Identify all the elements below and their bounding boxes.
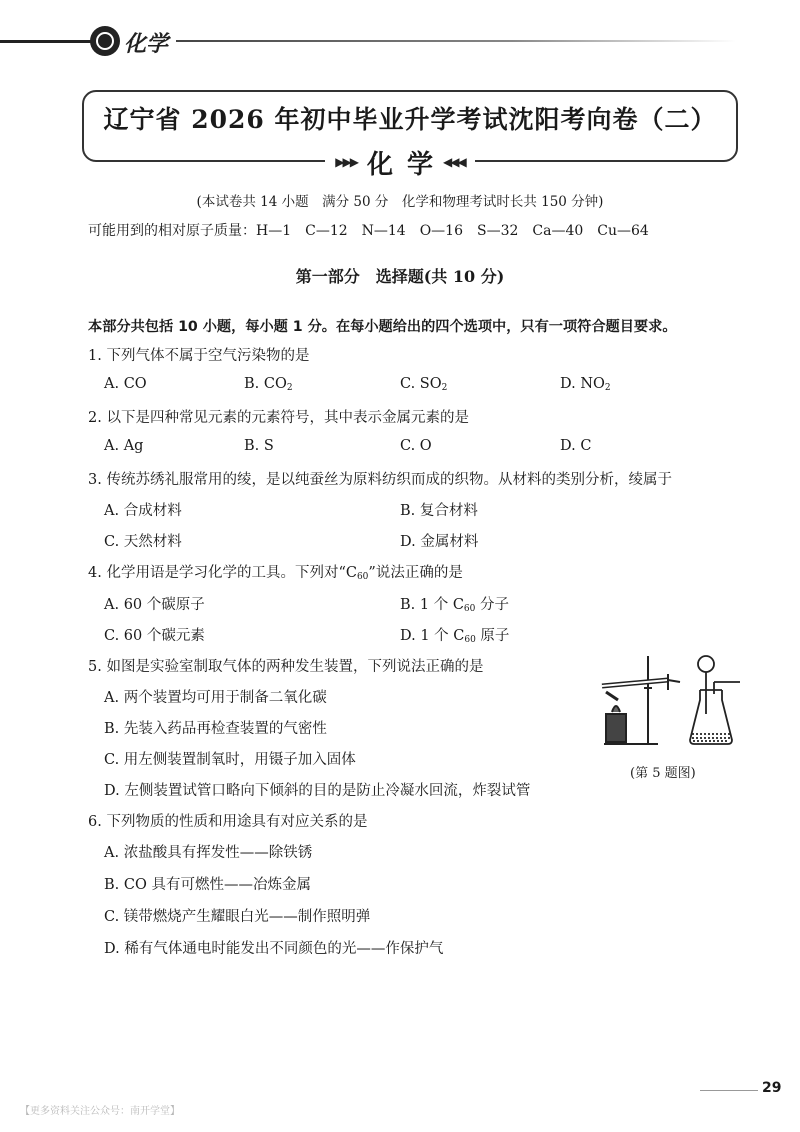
q4-option-d: D. 1 个 $C_{60}$ 原子: [400, 628, 510, 645]
left-arrows-icon: ◀◀◀: [443, 155, 465, 169]
q5-option-a: A. 两个装置均可用于制备二氧化碳: [104, 690, 327, 706]
q4-option-b: B. 1 个 $C_{60}$ 分子: [400, 597, 509, 614]
question-5-stem: 5. 如图是实验室制取气体的两种发生装置，下列说法正确的是: [88, 659, 484, 675]
q3-option-c: C. 天然材料: [104, 534, 182, 550]
q2-option-a: A. Ag: [104, 438, 144, 454]
atomic-masses: 可能用到的相对原子质量：H—1 C—12 N—14 O—16 S—32 Ca—40 Cu—64: [88, 223, 649, 239]
q1-option-d: D. $NO_2$: [560, 376, 611, 393]
q4-option-a: A. 60 个碳原子: [104, 597, 205, 613]
q2-option-d: D. C: [560, 438, 592, 454]
q4-option-c: C. 60 个碳元素: [104, 628, 205, 644]
q2-option-c: C. O: [400, 438, 432, 454]
figure-caption: (第 5 题图): [630, 766, 696, 781]
q1-option-b: B. $CO_2$: [244, 376, 293, 393]
page-number: 29: [762, 1080, 782, 1096]
section-title: 第一部分 选择题(共 10 分): [295, 267, 505, 286]
q6-option-b: B. CO 具有可燃性——冶炼金属: [104, 877, 311, 893]
exam-subject: 化学: [366, 149, 447, 180]
question-2-stem: 2. 以下是四种常见元素的元素符号，其中表示金属元素的是: [88, 410, 469, 426]
question-6-stem: 6. 下列物质的性质和用途具有对应关系的是: [88, 814, 368, 830]
heating-apparatus-icon: [602, 656, 680, 744]
header-rule-left: [0, 40, 92, 43]
header-subject: 化学: [124, 32, 169, 57]
q3-option-b: B. 复合材料: [400, 503, 478, 519]
question-3-stem: 3. 传统苏绣礼服常用的绫，是以纯蚕丝为原料纺织而成的织物。从材料的类别分析，绫属于: [88, 472, 672, 488]
q5-option-c: C. 用左侧装置制氧时，用镊子加入固体: [104, 752, 356, 768]
q1-option-c: C. $SO_2$: [400, 376, 448, 393]
q2-option-b: B. S: [244, 438, 274, 454]
flask-apparatus-icon: [690, 656, 740, 744]
q1-option-a: A. CO: [104, 376, 147, 392]
q6-option-d: D. 稀有气体通电时能发出不同颜色的光——作保护气: [104, 941, 444, 957]
q6-option-a: A. 浓盐酸具有挥发性——除铁锈: [104, 845, 313, 861]
question-4-stem: 4. 化学用语是学习化学的工具。下列对“$C_{60}$”说法正确的是: [88, 565, 463, 582]
page-number-rule: [700, 1090, 758, 1091]
q5-option-d: D. 左侧装置试管口略向下倾斜的目的是防止冷凝水回流，炸裂试管: [104, 783, 531, 799]
q6-option-c: C. 镁带燃烧产生耀眼白光——制作照明弹: [104, 909, 371, 925]
exam-info: (本试卷共 14 小题 满分 50 分 化学和物理考试时长共 150 分钟): [196, 194, 604, 210]
subject-logo-icon: [90, 26, 120, 56]
question-1-stem: 1. 下列气体不属于空气污染物的是: [88, 348, 310, 364]
header-rule-right: [176, 40, 736, 42]
footer-note: 【更多资料关注公众号：南开学堂】: [20, 1106, 180, 1117]
section-intro: 本部分共包括 10 小题，每小题 1 分。在每小题给出的四个选项中，只有一项符合题目要求。: [88, 319, 677, 335]
page-header: [0, 26, 800, 56]
subtitle-row: [0, 142, 800, 182]
right-arrows-icon: ▶▶▶: [335, 155, 357, 169]
exam-title: 辽宁省 2026 年初中毕业升学考试沈阳考向卷（二）: [103, 105, 717, 134]
q3-option-d: D. 金属材料: [400, 534, 479, 550]
q5-option-b: B. 先装入药品再检查装置的气密性: [104, 721, 327, 737]
q3-option-a: A. 合成材料: [104, 503, 182, 519]
lab-apparatus-figure: [596, 652, 746, 752]
